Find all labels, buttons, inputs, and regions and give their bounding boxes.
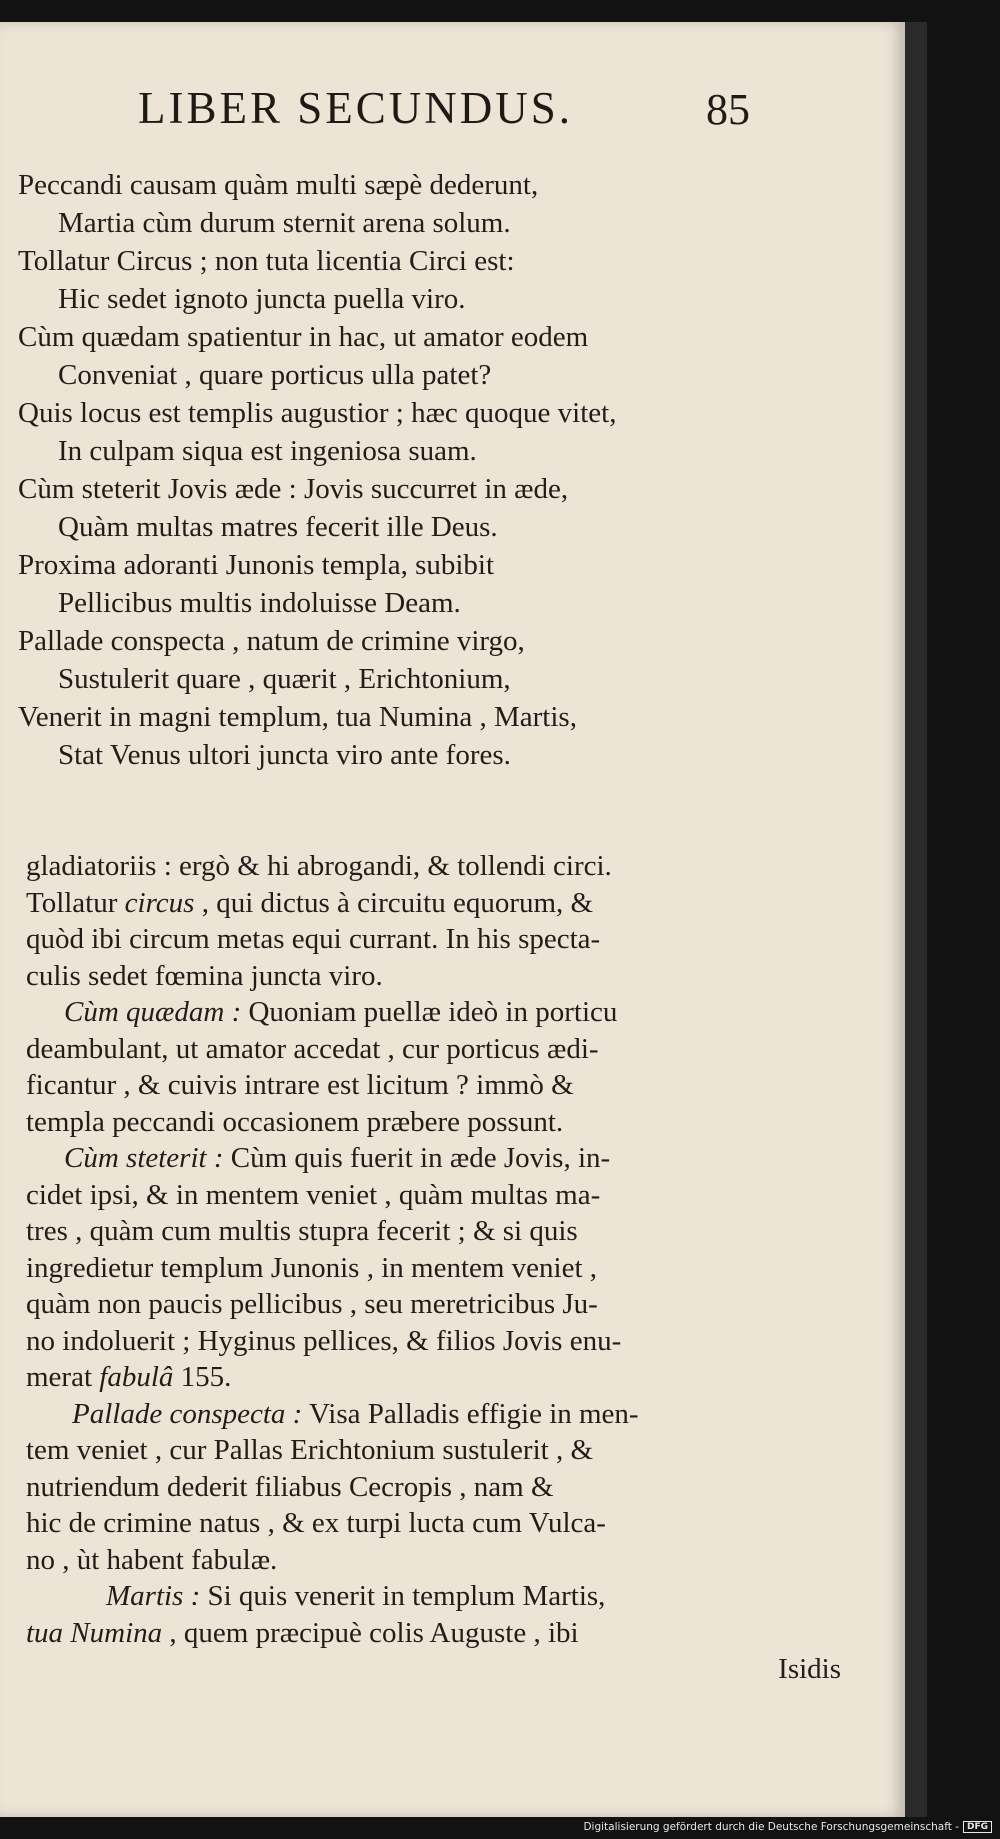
verse-line: Martia cùm durum sternit arena solum. (58, 207, 511, 239)
commentary-line: no indoluerit ; Hyginus pellices, & filios Jovis enu- (26, 1324, 622, 1357)
commentary-text: Si quis venerit in templum Martis, (200, 1580, 606, 1612)
credit-text: Digitalisierung gefördert durch die Deutsche Forschungsgemeinschaft - (583, 1821, 959, 1833)
lemma: fabulâ (99, 1361, 174, 1393)
catchword: Isidis (778, 1653, 841, 1685)
verse-line: Quis locus est templis augustior ; hæc quoque vitet, (18, 397, 617, 429)
verse-line: Proxima adoranti Junonis templa, subibit (18, 549, 495, 581)
commentary-line: culis sedet fœmina juncta viro. (26, 959, 383, 992)
lemma: Pallade conspecta : (72, 1397, 303, 1430)
commentary-text: 155. (173, 1361, 232, 1393)
commentary-line (26, 1140, 886, 1177)
verse-line: Sustulerit quare , quærit , Erichtonium, (58, 663, 511, 695)
commentary-line: cidet ipsi, & in mentem veniet , quàm multas ma- (26, 1178, 601, 1211)
dfg-logo: DFG (963, 1821, 992, 1833)
commentary-line: hic de crimine natus , & ex turpi lucta cum Vulca- (26, 1507, 606, 1539)
commentary-text: Visa Palladis effigie in men- (302, 1397, 639, 1430)
lemma: circus (124, 886, 195, 919)
commentary-text: , qui dictus à circuitu equorum, & (194, 886, 594, 919)
verse-line: Venerit in magni templum, tua Numina , Martis, (18, 701, 577, 733)
lemma: Cùm steterit : (64, 1142, 224, 1174)
page-number: 85 (706, 85, 750, 134)
commentary-line: deambulant, ut amator accedat , cur porticus ædi- (26, 1032, 599, 1065)
verse-line: Quàm multas matres fecerit ille Deus. (58, 511, 498, 543)
commentary-text: merat (26, 1361, 100, 1393)
verse-line: Cùm quædam spatientur in hac, ut amator eodem (18, 321, 589, 353)
lemma: Cùm quædam : (64, 996, 242, 1028)
verse-line: Hic sedet ignoto juncta puella viro. (58, 283, 466, 315)
page-edge (905, 22, 927, 1817)
verse-line: Conveniat , quare porticus ulla patet? (58, 359, 492, 391)
commentary-line: nutriendum dederit filiabus Cecropis , nam & (26, 1470, 554, 1503)
commentary-line (26, 994, 886, 1031)
verse-line: Peccandi causam quàm multi sæpè dederunt, (18, 169, 539, 201)
commentary-line (26, 1615, 886, 1652)
commentary-line: quàm non paucis pellicibus , seu meretricibus Ju- (26, 1288, 598, 1320)
commentary-line (26, 1359, 886, 1396)
commentary-line: tem veniet , cur Pallas Erichtonium sustulerit , & (26, 1434, 594, 1466)
commentary-line: no , ùt habent fabulæ. (26, 1543, 278, 1576)
verse-line: Tollatur Circus ; non tuta licentia Circi est: (18, 245, 515, 277)
running-head: LIBER SECUNDUS. (138, 83, 574, 133)
commentary-line: templa peccandi occasionem præbere possunt. (26, 1105, 564, 1138)
commentary-line: gladiatoriis : ergò & hi abrogandi, & tollendi circi. (26, 850, 612, 882)
commentary-line (26, 885, 886, 922)
commentary-text: Quoniam puellæ ideò in porticu (241, 996, 618, 1028)
verse-line: Cùm steterit Jovis æde : Jovis succurret in æde, (18, 473, 569, 505)
lemma: Martis : (106, 1580, 201, 1612)
commentary-text: Cùm quis fuerit in æde Jovis, in- (223, 1142, 611, 1174)
verse-block (18, 166, 898, 774)
commentary-line (26, 1396, 886, 1433)
commentary-line (26, 1578, 886, 1615)
digitization-credit (583, 1821, 992, 1833)
verse-line: In culpam siqua est ingeniosa suam. (58, 435, 477, 467)
verse-line: Stat Venus ultori juncta viro ante fores. (58, 739, 511, 771)
commentary-text: Tollatur (26, 886, 125, 919)
lemma: tua Numina (26, 1616, 163, 1649)
commentary-line: ficantur , & cuivis intrare est licitum ? immò & (26, 1069, 574, 1101)
commentary-line: tres , quàm cum multis stupra fecerit ; & si quis (26, 1215, 578, 1247)
commentary-text: , quem præcipuè colis Auguste , ibi (162, 1616, 579, 1649)
commentary-line: ingredietur templum Junonis , in mentem veniet , (26, 1251, 598, 1284)
verse-line: Pallade conspecta , natum de crimine virgo, (18, 625, 525, 657)
commentary-line: quòd ibi circum metas equi currant. In his specta- (26, 923, 601, 955)
commentary-block (26, 848, 886, 1688)
verse-line: Pellicibus multis indoluisse Deam. (58, 587, 461, 619)
